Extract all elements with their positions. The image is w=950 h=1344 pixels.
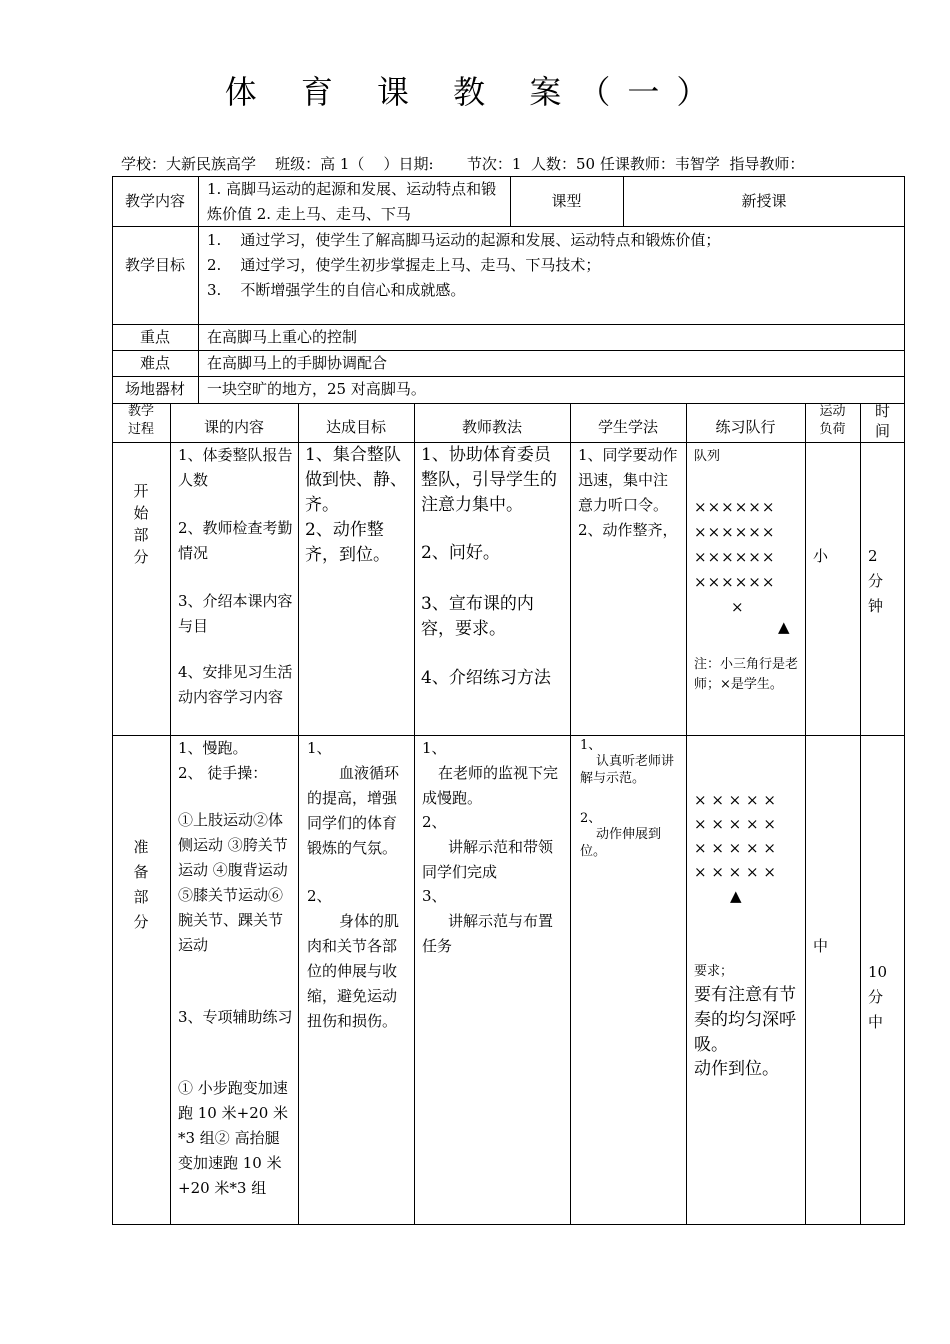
- part2-content-special: 3、专项辅助练习: [178, 1008, 293, 1026]
- part1-teacher-item: 3、宣布课的内容，要求。: [421, 594, 534, 639]
- part1-content-item: 2、教师检查考勤情况: [178, 519, 293, 562]
- part1-content-item: 4、安排见习生活动内容学习内容: [178, 663, 293, 706]
- formation-row: × × × × ×: [694, 815, 776, 833]
- header-process: 教学 过程: [127, 404, 154, 437]
- part2-teacher-num: 3、: [422, 887, 447, 905]
- requirement-text: 动作到位。: [694, 1059, 779, 1079]
- formation-row: ××××××: [694, 498, 776, 516]
- part2-goal-text: 身体的肌肉和关节各部位的伸展与收缩，避免运动扭伤和损伤。: [307, 912, 400, 1030]
- venue-text: 一块空旷的地方，25 对高脚马。: [207, 380, 426, 398]
- goals-label: 教学目标: [124, 256, 185, 274]
- part2-student-text: 动作伸展到位。: [580, 827, 662, 859]
- part2-content-drills: ① 小步跑变加速跑 10 米+20 米*3 组② 高抬腿变加速跑 10 米+20 米*3 组: [178, 1079, 289, 1197]
- page-title: 体 育 课 教 案（一）: [224, 73, 726, 111]
- part2-goal-num: 2、: [307, 887, 332, 905]
- part2-teacher-text: 讲解示范和带领同学们完成: [422, 838, 554, 881]
- difficulty-text: 在高脚马上的手脚协调配合: [207, 354, 388, 372]
- venue-label: 场地器材: [124, 380, 185, 398]
- formation-row: ××××××: [694, 548, 776, 566]
- part2-content-exercises: ①上肢运动②体侧运动 ③胯关节运动 ④腹背运动 ⑤膝关节运动⑥腕关节、踝关节运动: [178, 811, 288, 954]
- goal-item: 1. 通过学习，使学生了解高脚马运动的起源和发展、运动特点和锻炼价值；: [207, 231, 721, 249]
- formation-label: 队列: [694, 449, 721, 464]
- part2-time: 10 分 中: [868, 963, 888, 1031]
- focus-text: 在高脚马上重心的控制: [207, 328, 358, 346]
- formation-row: × × × × ×: [694, 839, 776, 857]
- teacher-marker: ▲: [778, 618, 790, 636]
- header-time: 时 间: [874, 402, 890, 440]
- header-student: 学生学法: [597, 418, 658, 436]
- part2-name: 准 备 部 分: [133, 838, 149, 931]
- formation-row: ×: [731, 598, 744, 616]
- goal-item: 3. 不断增强学生的自信心和成就感。: [207, 281, 466, 299]
- part1-content-item: 3、介绍本课内容与目: [178, 592, 293, 635]
- header-content: 课的内容: [203, 418, 264, 436]
- formation-row: ××××××: [694, 523, 776, 541]
- header-teacher: 教师教法: [461, 418, 522, 436]
- header-goal: 达成目标: [325, 418, 386, 436]
- formation-note: 注：小三角行是老师；×是学生。: [694, 657, 799, 692]
- type-label: 课型: [551, 192, 582, 210]
- part2-goal-text: 血液循环的提高，增强同学们的体育锻炼的气氛。: [307, 764, 400, 857]
- formation-row: ××××××: [694, 573, 776, 591]
- header-formation: 练习队行: [715, 418, 776, 436]
- part2-content-warmup: 1、慢跑。 2、 徒手操：: [178, 739, 268, 782]
- part2-student-num: 1、: [580, 738, 602, 753]
- focus-label: 重点: [139, 328, 170, 346]
- part2-teacher-text: 讲解示范与布置任务: [422, 912, 554, 955]
- part2-student-text: 认真听老师讲解与示范。: [580, 754, 675, 786]
- requirement-label: 要求；: [694, 964, 734, 979]
- type-value: 新授课: [741, 192, 787, 210]
- part2-student-num: 2、: [580, 811, 602, 826]
- goal-item: 2. 通过学习，使学生初步掌握走上马、走马、下马技术；: [207, 256, 601, 274]
- content-text: 1. 高脚马运动的起源和发展、运动特点和锻炼价值 2. 走上马、走马、下马: [207, 180, 497, 223]
- part1-time: 2 分 钟: [868, 547, 884, 615]
- content-label: 教学内容: [124, 192, 185, 210]
- part1-teacher-item: 1、协助体育委员整队，引导学生的注意力集中。: [421, 445, 557, 515]
- part2-teacher-text: 在老师的监视下完成慢跑。: [422, 764, 559, 807]
- part1-teacher-item: 2、问好。: [421, 543, 500, 563]
- part2-load: 中: [813, 937, 829, 955]
- part2-teacher-num: 1、: [422, 739, 447, 757]
- difficulty-label: 难点: [139, 354, 170, 372]
- requirement-text: 要有注意有节奏的均匀深呼吸。: [694, 985, 796, 1055]
- part2-goal-num: 1、: [307, 739, 332, 757]
- formation-row: × × × × ×: [694, 791, 776, 809]
- formation-row: × × × × ×: [694, 863, 776, 881]
- teacher-marker: ▲: [730, 887, 742, 905]
- lesson-info-line: 学校：大新民族高学 班级：高 1（ ）日期: 节次：1 人数：50 任课教师：韦智学 指导教师：: [121, 155, 805, 173]
- part1-name: 开 始 部 分: [133, 482, 149, 566]
- part1-student: 1、同学要动作迅速，集中注意力听口令。 2、动作整齐，: [578, 446, 678, 539]
- part1-content-item: 1、体委整队报告人数: [178, 446, 293, 489]
- part1-load: 小: [813, 547, 829, 565]
- part1-teacher-item: 4、介绍练习方法: [421, 668, 551, 688]
- part1-goal: 1、集合整队做到快、静、齐。 2、动作整齐，到位。: [305, 445, 407, 565]
- header-load: 运动 负荷: [819, 404, 846, 437]
- part2-teacher-num: 2、: [422, 813, 447, 831]
